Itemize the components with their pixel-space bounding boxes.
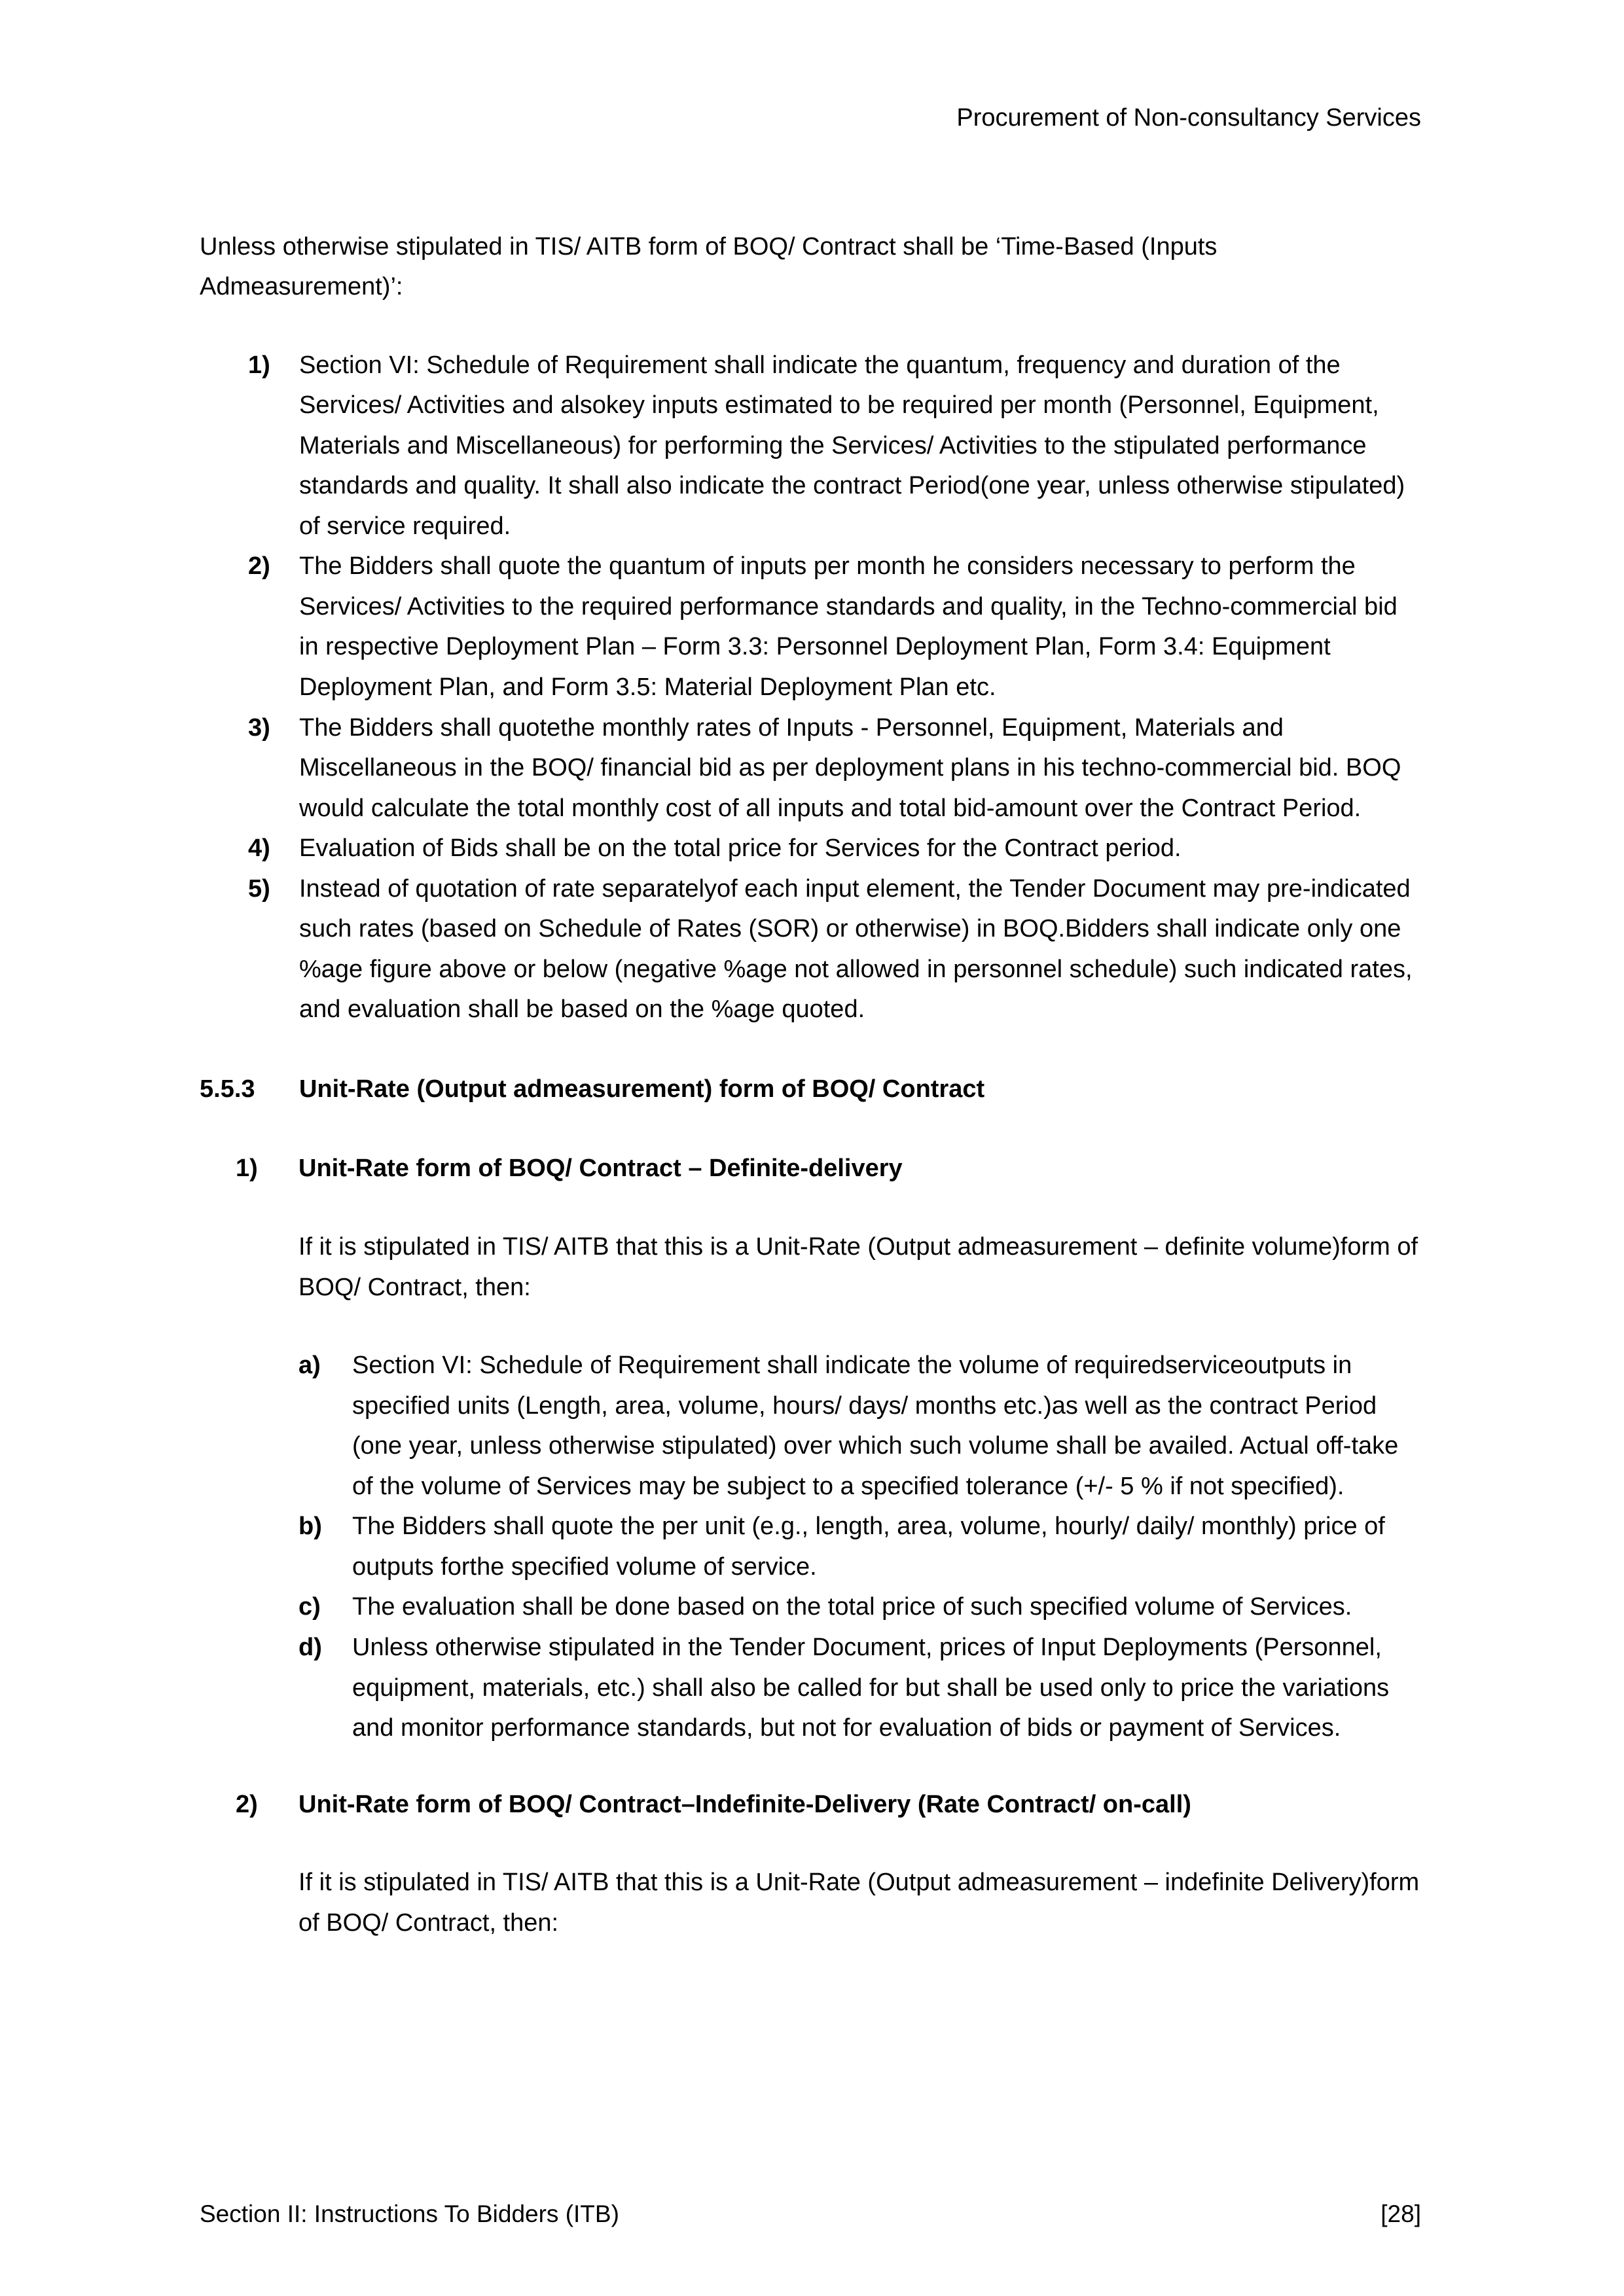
list-item-marker: 3) (248, 713, 270, 742)
list-item-text: The Bidders shall quotethe monthly rates of Inputs - Personnel, Equipment, Materials and Miscellaneous in the BOQ/ financial bid as per deployment plans in his techno-commercial bid. BOQ would calculate the total monthly cost of all inputs and total bid-amount over the Contract Period. (299, 713, 1401, 822)
list-item-text: Evaluation of Bids shall be on the total price for Services for the Contract period. (299, 834, 1182, 863)
list-item-marker: c) (298, 1593, 321, 1621)
subsection-heading-1 (200, 1149, 1421, 1189)
list-item-marker: b) (298, 1513, 322, 1541)
header-title: Procurement of Non-consultancy Services (956, 104, 1421, 132)
section-number: 5.5.3 (200, 1075, 255, 1103)
list-item-text: Section VI: Schedule of Requirement shall indicate the volume of requiredserviceoutputs in specified units (Length, area, volume, hours/ days/ months etc.)as well as the contract Period (one year, unless otherwise stipulated) over which such volume shall be availed. Actual off-take of the volume of Services may be subject to a specified tolerance (+/- 5 % if not specified). (352, 1352, 1399, 1500)
list-item-marker: 5) (248, 874, 270, 903)
list-item (298, 1628, 1421, 1749)
list-item (200, 829, 1421, 869)
list-item-text: Instead of quotation of rate separatelyof each input element, the Tender Document may pre-indicated such rates (based on Schedule of Rates (SOR) or otherwise) in BOQ.Bidders shall indicate only one %age figure above or below (negative %age not allowed in personnel schedule) such indicated rates, and evaluation shall be based on the %age quoted. (299, 874, 1413, 1024)
intro-paragraph: Unless otherwise stipulated in TIS/ AITB form of BOQ/ Contract shall be ‘Time-Based (Inputs Admeasurement)’: (200, 232, 1218, 301)
list-item-text: Unless otherwise stipulated in the Tender Document, prices of Input Deployments (Personnel, equipment, materials, etc.) shall also be called for but shall be used only to price the variations and monitor performance standards, but not for evaluation of bids or payment of Services. (352, 1633, 1390, 1742)
subsection-title: Unit-Rate form of BOQ/ Contract–Indefinite-Delivery (Rate Contract/ on-call) (298, 1790, 1191, 1818)
subsection-marker: 1) (236, 1155, 258, 1183)
list-item (298, 1507, 1421, 1587)
lettered-list (200, 1346, 1421, 1748)
list-item-marker: 2) (248, 552, 270, 581)
subsection-intro: If it is stipulated in TIS/ AITB that this is a Unit-Rate (Output admeasurement – indefinite Delivery)form of BOQ/ Contract, then: (298, 1869, 1420, 1937)
page-footer (200, 2195, 1421, 2234)
section-heading (200, 1069, 1421, 1110)
section-title: Unit-Rate (Output admeasurement) form of BOQ/ Contract (299, 1075, 985, 1103)
list-item (298, 1587, 1421, 1628)
list-item-text: Section VI: Schedule of Requirement shall indicate the quantum, frequency and duration of the Services/ Activities and alsokey inputs estimated to be required per month (Personnel, Equipment, Materials and Miscellaneous) for performing the Services/ Activities to the stipulated performance standards and quality. It shall also indicate the contract Period(one year, unless otherwise stipulated) of service required. (299, 351, 1405, 540)
list-item (298, 1346, 1421, 1507)
list-item (200, 869, 1421, 1030)
list-item-marker: 1) (248, 351, 270, 379)
page-header (200, 98, 1421, 139)
numbered-list (200, 346, 1421, 1030)
list-item-text: The evaluation shall be done based on the total price of such specified volume of Services. (352, 1593, 1352, 1621)
list-item (200, 708, 1421, 829)
list-item (200, 346, 1421, 547)
list-item-marker: 4) (248, 834, 270, 863)
list-item-marker: d) (298, 1633, 322, 1661)
list-item-text: The Bidders shall quote the per unit (e.g., length, area, volume, hourly/ daily/ monthly) price of outputs forthe specified volume of service. (352, 1513, 1385, 1581)
footer-section-label: Section II: Instructions To Bidders (ITB) (200, 2200, 619, 2228)
subsection-intro: If it is stipulated in TIS/ AITB that this is a Unit-Rate (Output admeasurement – definite volume)form of BOQ/ Contract, then: (298, 1233, 1418, 1301)
list-item-text: The Bidders shall quote the quantum of inputs per month he considers necessary to perform the Services/ Activities to the required performance standards and quality, in the Techno-commercial bid in respective Deployment Plan – Form 3.3: Personnel Deployment Plan, Form 3.4: Equipment Deployment Plan, and Form 3.5: Material Deployment Plan etc. (299, 552, 1398, 702)
list-item (200, 547, 1421, 708)
subsection-heading-2 (200, 1785, 1421, 1825)
list-item-marker: a) (298, 1352, 321, 1380)
subsection-title: Unit-Rate form of BOQ/ Contract – Definite-delivery (298, 1155, 903, 1183)
subsection-marker: 2) (236, 1790, 258, 1818)
footer-page-number: [28] (1380, 2200, 1421, 2228)
